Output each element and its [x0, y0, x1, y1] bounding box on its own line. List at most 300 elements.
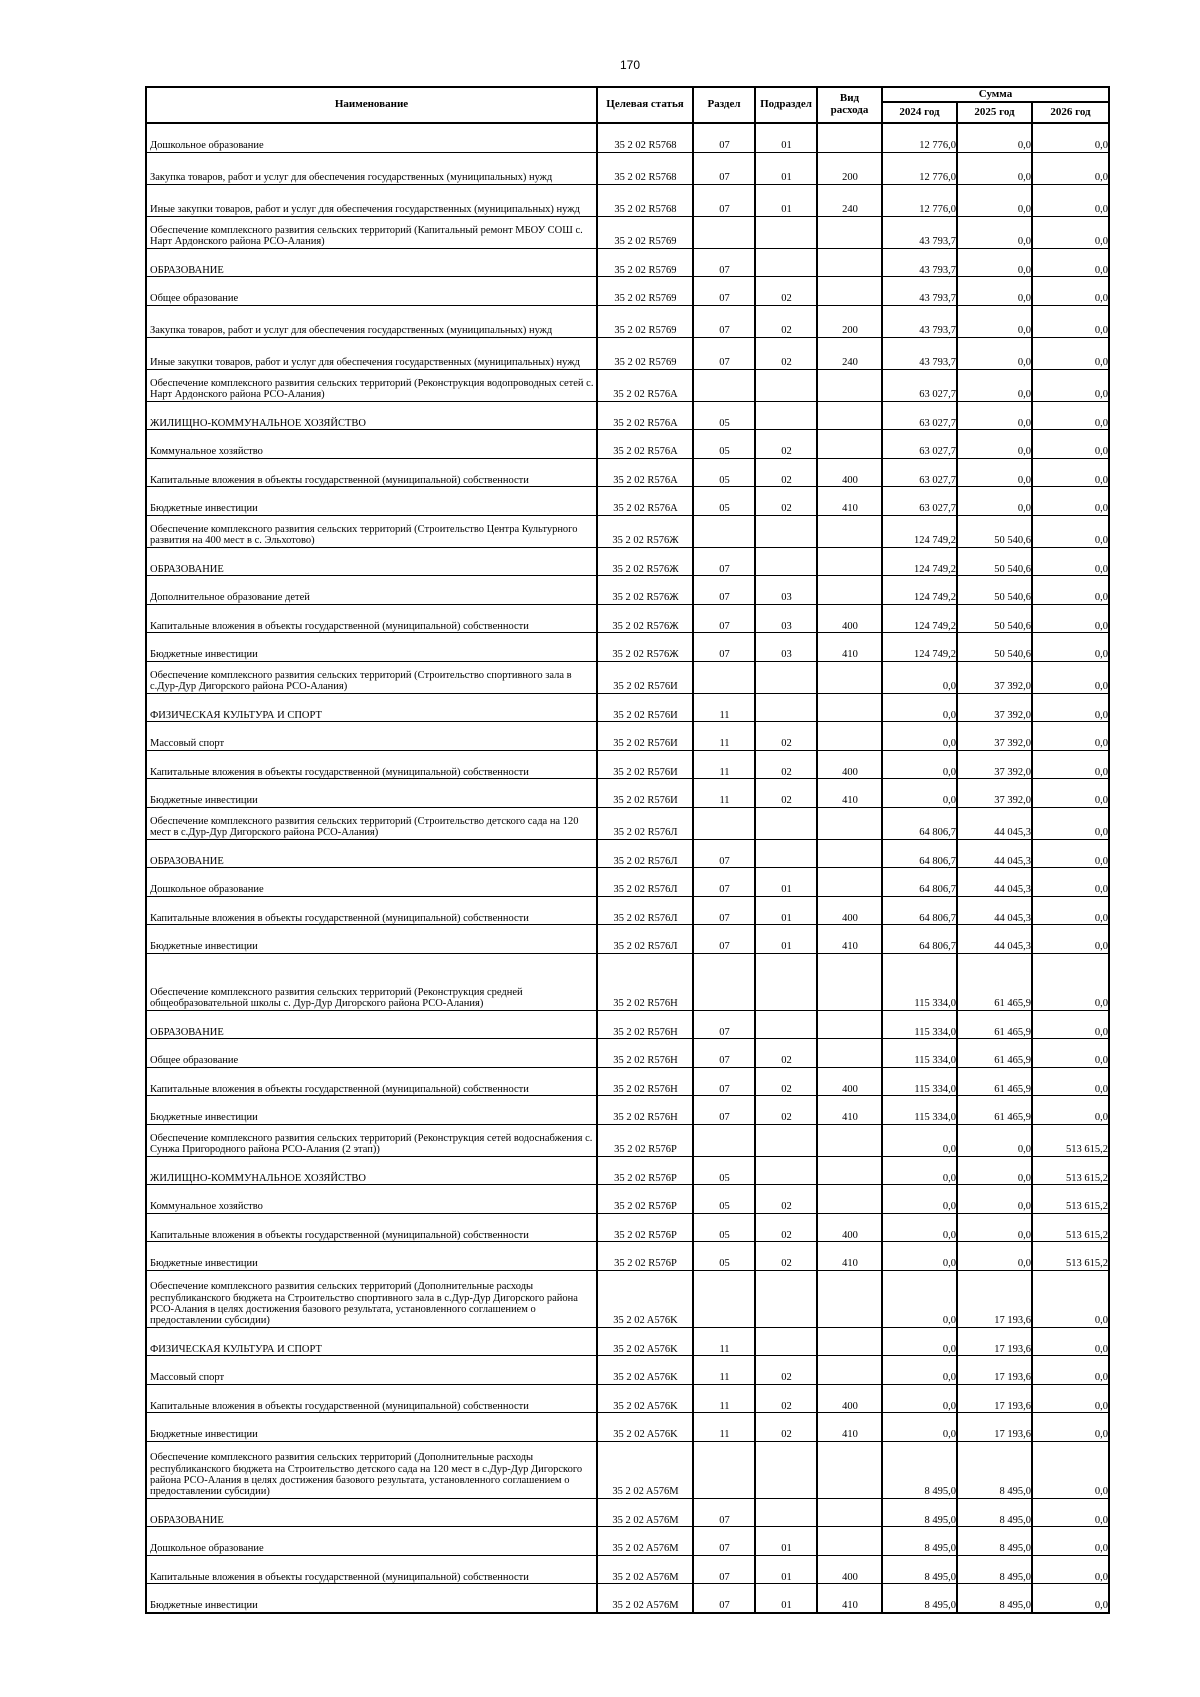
row-2025-cell: 0,0 — [957, 401, 1032, 430]
row-kind-cell — [817, 248, 882, 277]
row-target-cell: 35 2 02 R576Н — [597, 1096, 693, 1125]
row-target-cell: 35 2 02 R576Л — [597, 896, 693, 925]
row-2025-cell: 8 495,0 — [957, 1527, 1032, 1556]
row-subsection-cell: 01 — [755, 1584, 817, 1613]
row-subsection-cell: 02 — [755, 1384, 817, 1413]
row-name-cell: Бюджетные инвестиции — [146, 487, 597, 516]
row-name-cell: Бюджетные инвестиции — [146, 1242, 597, 1271]
row-2024-cell: 8 495,0 — [882, 1527, 957, 1556]
row-subsection-cell: 02 — [755, 337, 817, 369]
row-2024-cell: 0,0 — [882, 722, 957, 751]
row-subsection-cell — [755, 807, 817, 839]
row-2026-cell: 0,0 — [1032, 1039, 1109, 1068]
table-body — [146, 123, 1109, 1613]
row-name-cell: Обеспечение комплексного развития сельских территорий (Реконструкция средней общеобразовательной школы с. Дур-Дур Дигорского района РСО-Алания) — [146, 953, 597, 1010]
row-target-cell: 35 2 02 A576M — [597, 1441, 693, 1498]
row-2024-cell: 43 793,7 — [882, 337, 957, 369]
row-name-cell: Капитальные вложения в объекты государственной (муниципальной) собственности — [146, 1213, 597, 1242]
row-2025-cell: 61 465,9 — [957, 1067, 1032, 1096]
row-name-cell: Бюджетные инвестиции — [146, 633, 597, 662]
row-2025-cell: 8 495,0 — [957, 1584, 1032, 1613]
table-row — [146, 277, 1109, 306]
row-2026-cell: 0,0 — [1032, 487, 1109, 516]
row-section-cell: 07 — [693, 1498, 755, 1527]
row-section-cell: 07 — [693, 576, 755, 605]
row-target-cell: 35 2 02 A576M — [597, 1498, 693, 1527]
row-name-cell: Иные закупки товаров, работ и услуг для обеспечения государственных (муниципальных) нужд — [146, 337, 597, 369]
table-row — [146, 1441, 1109, 1498]
row-2026-cell: 0,0 — [1032, 184, 1109, 216]
row-kind-cell: 240 — [817, 337, 882, 369]
table-row — [146, 369, 1109, 401]
row-2025-cell: 0,0 — [957, 248, 1032, 277]
row-2025-cell: 61 465,9 — [957, 1096, 1032, 1125]
table-row — [146, 693, 1109, 722]
row-kind-cell: 410 — [817, 925, 882, 954]
row-kind-cell — [817, 401, 882, 430]
row-section-cell: 07 — [693, 305, 755, 337]
row-section-cell: 07 — [693, 277, 755, 306]
row-2026-cell: 0,0 — [1032, 1327, 1109, 1356]
row-subsection-cell: 02 — [755, 487, 817, 516]
row-2024-cell: 124 749,2 — [882, 547, 957, 576]
row-2025-cell: 17 193,6 — [957, 1413, 1032, 1442]
row-name-cell: Бюджетные инвестиции — [146, 1096, 597, 1125]
row-2024-cell: 0,0 — [882, 1384, 957, 1413]
row-target-cell: 35 2 02 R576Н — [597, 1039, 693, 1068]
row-2024-cell: 0,0 — [882, 1242, 957, 1271]
row-name-cell: Бюджетные инвестиции — [146, 779, 597, 808]
row-target-cell: 35 2 02 R576Н — [597, 1010, 693, 1039]
row-subsection-cell — [755, 839, 817, 868]
row-name-cell: Общее образование — [146, 1039, 597, 1068]
row-2025-cell: 37 392,0 — [957, 722, 1032, 751]
row-subsection-cell — [755, 1124, 817, 1156]
row-section-cell: 07 — [693, 337, 755, 369]
row-2026-cell: 0,0 — [1032, 604, 1109, 633]
row-section-cell: 05 — [693, 1213, 755, 1242]
row-section-cell: 07 — [693, 1039, 755, 1068]
table-row — [146, 1413, 1109, 1442]
row-2024-cell: 0,0 — [882, 1327, 957, 1356]
row-2026-cell: 0,0 — [1032, 779, 1109, 808]
row-target-cell: 35 2 02 R576Л — [597, 839, 693, 868]
row-name-cell: Дошкольное образование — [146, 123, 597, 152]
row-target-cell: 35 2 02 A576K — [597, 1384, 693, 1413]
header-year-2024: 2024 год — [882, 102, 957, 123]
row-2026-cell: 0,0 — [1032, 633, 1109, 662]
row-name-cell: ЖИЛИЩНО-КОММУНАЛЬНОЕ ХОЗЯЙСТВО — [146, 401, 597, 430]
row-2025-cell: 37 392,0 — [957, 750, 1032, 779]
row-2024-cell: 0,0 — [882, 661, 957, 693]
row-2024-cell: 124 749,2 — [882, 604, 957, 633]
row-2025-cell: 61 465,9 — [957, 1039, 1032, 1068]
row-target-cell: 35 2 02 R576Ж — [597, 633, 693, 662]
row-2025-cell: 0,0 — [957, 1156, 1032, 1185]
row-kind-cell — [817, 547, 882, 576]
row-2026-cell: 0,0 — [1032, 152, 1109, 184]
row-target-cell: 35 2 02 R576Ж — [597, 576, 693, 605]
row-section-cell: 07 — [693, 633, 755, 662]
row-name-cell: Капитальные вложения в объекты государственной (муниципальной) собственности — [146, 896, 597, 925]
row-2026-cell: 0,0 — [1032, 458, 1109, 487]
row-subsection-cell: 02 — [755, 779, 817, 808]
table-row — [146, 1498, 1109, 1527]
row-2026-cell: 0,0 — [1032, 925, 1109, 954]
row-2026-cell: 0,0 — [1032, 1441, 1109, 1498]
row-2024-cell: 12 776,0 — [882, 152, 957, 184]
row-name-cell: Бюджетные инвестиции — [146, 925, 597, 954]
row-2025-cell: 8 495,0 — [957, 1555, 1032, 1584]
row-target-cell: 35 2 02 R576Ж — [597, 547, 693, 576]
row-name-cell: ФИЗИЧЕСКАЯ КУЛЬТУРА И СПОРТ — [146, 1327, 597, 1356]
row-2024-cell: 64 806,7 — [882, 925, 957, 954]
row-2025-cell: 0,0 — [957, 1242, 1032, 1271]
row-section-cell: 11 — [693, 1327, 755, 1356]
row-target-cell: 35 2 02 R576Н — [597, 953, 693, 1010]
row-section-cell: 05 — [693, 487, 755, 516]
row-kind-cell — [817, 1156, 882, 1185]
row-2026-cell: 513 615,2 — [1032, 1124, 1109, 1156]
table-row — [146, 722, 1109, 751]
row-name-cell: Закупка товаров, работ и услуг для обеспечения государственных (муниципальных) нужд — [146, 152, 597, 184]
row-2026-cell: 0,0 — [1032, 868, 1109, 897]
row-subsection-cell: 02 — [755, 458, 817, 487]
row-target-cell: 35 2 02 R576P — [597, 1242, 693, 1271]
row-section-cell: 05 — [693, 458, 755, 487]
row-name-cell: ФИЗИЧЕСКАЯ КУЛЬТУРА И СПОРТ — [146, 693, 597, 722]
row-kind-cell — [817, 123, 882, 152]
row-2026-cell: 0,0 — [1032, 1584, 1109, 1613]
row-name-cell: Закупка товаров, работ и услуг для обеспечения государственных (муниципальных) нужд — [146, 305, 597, 337]
table-row — [146, 123, 1109, 152]
row-2025-cell: 50 540,6 — [957, 547, 1032, 576]
row-2026-cell: 513 615,2 — [1032, 1213, 1109, 1242]
row-name-cell: Обеспечение комплексного развития сельских территорий (Дополнительные расходы республиканского бюджета на Строительство спортивного зала в с.Дур-Дур Дигорского района РСО-Алания в целях достижения базового результата, установленного соглашением о предоставлении субсидии) — [146, 1270, 597, 1327]
row-target-cell: 35 2 02 R576A — [597, 487, 693, 516]
row-2025-cell: 0,0 — [957, 184, 1032, 216]
row-kind-cell: 400 — [817, 1555, 882, 1584]
row-target-cell: 35 2 02 R576И — [597, 693, 693, 722]
row-2026-cell: 0,0 — [1032, 1555, 1109, 1584]
row-kind-cell — [817, 868, 882, 897]
row-name-cell: ОБРАЗОВАНИЕ — [146, 248, 597, 277]
row-kind-cell — [817, 693, 882, 722]
row-2025-cell: 0,0 — [957, 1185, 1032, 1214]
row-2026-cell: 0,0 — [1032, 1067, 1109, 1096]
row-section-cell: 07 — [693, 1067, 755, 1096]
row-section-cell — [693, 1441, 755, 1498]
row-kind-cell: 400 — [817, 1384, 882, 1413]
row-2024-cell: 43 793,7 — [882, 216, 957, 248]
row-kind-cell — [817, 1498, 882, 1527]
row-kind-cell — [817, 1039, 882, 1068]
row-2025-cell: 0,0 — [957, 1124, 1032, 1156]
header-target: Целевая статья — [597, 87, 693, 123]
row-target-cell: 35 2 02 A576K — [597, 1270, 693, 1327]
row-section-cell: 07 — [693, 925, 755, 954]
row-2024-cell: 63 027,7 — [882, 487, 957, 516]
row-kind-cell — [817, 1010, 882, 1039]
row-2025-cell: 0,0 — [957, 305, 1032, 337]
row-2026-cell: 0,0 — [1032, 839, 1109, 868]
table-row — [146, 750, 1109, 779]
row-section-cell: 07 — [693, 123, 755, 152]
row-name-cell: Обеспечение комплексного развития сельских территорий (Реконструкция сетей водоснабжения с. Сунжа Пригородного района РСО-Алания (2 этап)) — [146, 1124, 597, 1156]
row-section-cell: 11 — [693, 1356, 755, 1385]
row-name-cell: Обеспечение комплексного развития сельских территорий (Строительство спортивного зала в с.Дур-Дур Дигорского района РСО-Алания) — [146, 661, 597, 693]
row-kind-cell: 400 — [817, 896, 882, 925]
table-row — [146, 1356, 1109, 1385]
row-kind-cell — [817, 807, 882, 839]
row-target-cell: 35 2 02 R576P — [597, 1213, 693, 1242]
row-2024-cell: 64 806,7 — [882, 896, 957, 925]
row-name-cell: Бюджетные инвестиции — [146, 1413, 597, 1442]
row-kind-cell: 400 — [817, 604, 882, 633]
row-kind-cell — [817, 277, 882, 306]
row-2024-cell: 115 334,0 — [882, 1039, 957, 1068]
table-row — [146, 248, 1109, 277]
row-2024-cell: 0,0 — [882, 1356, 957, 1385]
row-subsection-cell: 02 — [755, 1413, 817, 1442]
row-name-cell: Общее образование — [146, 277, 597, 306]
row-kind-cell — [817, 1124, 882, 1156]
row-kind-cell: 240 — [817, 184, 882, 216]
row-2024-cell: 115 334,0 — [882, 1067, 957, 1096]
row-2026-cell: 0,0 — [1032, 953, 1109, 1010]
row-2024-cell: 8 495,0 — [882, 1555, 957, 1584]
table-header — [146, 87, 1109, 123]
row-name-cell: ОБРАЗОВАНИЕ — [146, 547, 597, 576]
row-target-cell: 35 2 02 R576Л — [597, 807, 693, 839]
row-target-cell: 35 2 02 A576M — [597, 1584, 693, 1613]
row-2026-cell: 0,0 — [1032, 1527, 1109, 1556]
row-kind-cell — [817, 722, 882, 751]
row-2025-cell: 0,0 — [957, 337, 1032, 369]
row-subsection-cell: 01 — [755, 896, 817, 925]
row-subsection-cell — [755, 248, 817, 277]
table-row — [146, 152, 1109, 184]
row-section-cell: 07 — [693, 1527, 755, 1556]
row-section-cell — [693, 953, 755, 1010]
row-2026-cell: 0,0 — [1032, 515, 1109, 547]
table-row — [146, 1096, 1109, 1125]
row-2025-cell: 50 540,6 — [957, 515, 1032, 547]
row-name-cell: Дошкольное образование — [146, 868, 597, 897]
row-name-cell: Массовый спорт — [146, 1356, 597, 1385]
row-kind-cell: 400 — [817, 750, 882, 779]
row-subsection-cell: 01 — [755, 1555, 817, 1584]
row-2024-cell: 115 334,0 — [882, 1096, 957, 1125]
row-2024-cell: 115 334,0 — [882, 1010, 957, 1039]
row-subsection-cell: 02 — [755, 305, 817, 337]
row-2026-cell: 0,0 — [1032, 401, 1109, 430]
row-2024-cell: 43 793,7 — [882, 277, 957, 306]
row-name-cell: ОБРАЗОВАНИЕ — [146, 1010, 597, 1039]
row-target-cell: 35 2 02 R5769 — [597, 337, 693, 369]
row-2025-cell: 44 045,3 — [957, 839, 1032, 868]
row-2026-cell: 0,0 — [1032, 337, 1109, 369]
row-2026-cell: 0,0 — [1032, 248, 1109, 277]
row-kind-cell — [817, 216, 882, 248]
row-subsection-cell — [755, 1327, 817, 1356]
row-target-cell: 35 2 02 R576Ж — [597, 604, 693, 633]
row-2024-cell: 124 749,2 — [882, 576, 957, 605]
row-subsection-cell: 02 — [755, 430, 817, 459]
row-2025-cell: 0,0 — [957, 123, 1032, 152]
row-section-cell: 07 — [693, 152, 755, 184]
row-kind-cell — [817, 430, 882, 459]
row-kind-cell: 410 — [817, 1096, 882, 1125]
row-2025-cell: 50 540,6 — [957, 633, 1032, 662]
row-2025-cell: 44 045,3 — [957, 925, 1032, 954]
row-kind-cell — [817, 1441, 882, 1498]
row-2026-cell: 0,0 — [1032, 369, 1109, 401]
row-2024-cell: 115 334,0 — [882, 953, 957, 1010]
row-section-cell: 07 — [693, 868, 755, 897]
row-2025-cell: 8 495,0 — [957, 1441, 1032, 1498]
row-section-cell: 05 — [693, 1156, 755, 1185]
row-section-cell: 05 — [693, 1242, 755, 1271]
header-name: Наименование — [146, 87, 597, 123]
table-row — [146, 1067, 1109, 1096]
row-subsection-cell: 01 — [755, 1527, 817, 1556]
row-2025-cell: 44 045,3 — [957, 868, 1032, 897]
row-2025-cell: 8 495,0 — [957, 1498, 1032, 1527]
row-2026-cell: 0,0 — [1032, 1010, 1109, 1039]
row-name-cell: Капитальные вложения в объекты государственной (муниципальной) собственности — [146, 1384, 597, 1413]
row-subsection-cell: 02 — [755, 1213, 817, 1242]
row-section-cell — [693, 515, 755, 547]
row-2025-cell: 0,0 — [957, 430, 1032, 459]
table-row — [146, 515, 1109, 547]
row-name-cell: Бюджетные инвестиции — [146, 1584, 597, 1613]
row-2026-cell: 0,0 — [1032, 1356, 1109, 1385]
row-target-cell: 35 2 02 R576A — [597, 458, 693, 487]
row-subsection-cell: 01 — [755, 925, 817, 954]
row-kind-cell — [817, 515, 882, 547]
table-row — [146, 604, 1109, 633]
row-kind-cell: 410 — [817, 779, 882, 808]
table-row — [146, 401, 1109, 430]
row-2026-cell: 513 615,2 — [1032, 1156, 1109, 1185]
row-target-cell: 35 2 02 R5769 — [597, 305, 693, 337]
row-name-cell: ОБРАЗОВАНИЕ — [146, 1498, 597, 1527]
row-2025-cell: 17 193,6 — [957, 1327, 1032, 1356]
row-2025-cell: 17 193,6 — [957, 1384, 1032, 1413]
row-kind-cell: 410 — [817, 1242, 882, 1271]
row-2024-cell: 63 027,7 — [882, 401, 957, 430]
row-section-cell: 07 — [693, 839, 755, 868]
table-row — [146, 807, 1109, 839]
row-section-cell: 11 — [693, 722, 755, 751]
row-2026-cell: 513 615,2 — [1032, 1185, 1109, 1214]
row-subsection-cell — [755, 369, 817, 401]
row-2025-cell: 0,0 — [957, 458, 1032, 487]
row-section-cell: 07 — [693, 896, 755, 925]
row-target-cell: 35 2 02 A576K — [597, 1327, 693, 1356]
header-sum: Сумма — [882, 87, 1109, 102]
row-target-cell: 35 2 02 R576Ж — [597, 515, 693, 547]
row-2024-cell: 8 495,0 — [882, 1441, 957, 1498]
row-subsection-cell: 01 — [755, 152, 817, 184]
table-row — [146, 458, 1109, 487]
table-row — [146, 1156, 1109, 1185]
row-2024-cell: 0,0 — [882, 750, 957, 779]
row-2025-cell: 0,0 — [957, 277, 1032, 306]
row-2025-cell: 61 465,9 — [957, 953, 1032, 1010]
row-kind-cell — [817, 1356, 882, 1385]
row-2026-cell: 0,0 — [1032, 305, 1109, 337]
row-name-cell: Дополнительное образование детей — [146, 576, 597, 605]
row-section-cell — [693, 1124, 755, 1156]
row-kind-cell: 400 — [817, 458, 882, 487]
row-kind-cell: 410 — [817, 1413, 882, 1442]
row-subsection-cell: 01 — [755, 868, 817, 897]
row-2026-cell: 0,0 — [1032, 216, 1109, 248]
table-row — [146, 1270, 1109, 1327]
row-section-cell — [693, 369, 755, 401]
row-2025-cell: 44 045,3 — [957, 807, 1032, 839]
row-2024-cell: 0,0 — [882, 1413, 957, 1442]
row-2024-cell: 0,0 — [882, 1185, 957, 1214]
row-2026-cell: 0,0 — [1032, 1096, 1109, 1125]
row-target-cell: 35 2 02 R576И — [597, 722, 693, 751]
row-kind-cell: 200 — [817, 152, 882, 184]
row-section-cell: 07 — [693, 1096, 755, 1125]
row-subsection-cell — [755, 693, 817, 722]
row-subsection-cell: 02 — [755, 1067, 817, 1096]
row-target-cell: 35 2 02 A576K — [597, 1356, 693, 1385]
table-row — [146, 868, 1109, 897]
row-name-cell: Коммунальное хозяйство — [146, 430, 597, 459]
row-name-cell: Капитальные вложения в объекты государственной (муниципальной) собственности — [146, 604, 597, 633]
row-name-cell: Обеспечение комплексного развития сельских территорий (Реконструкция водопроводных сетей с. Нарт Ардонского района РСО-Алания) — [146, 369, 597, 401]
row-2024-cell: 124 749,2 — [882, 633, 957, 662]
row-section-cell: 11 — [693, 1413, 755, 1442]
table-row — [146, 216, 1109, 248]
table-row — [146, 839, 1109, 868]
row-section-cell: 07 — [693, 1010, 755, 1039]
row-2026-cell: 0,0 — [1032, 1413, 1109, 1442]
row-2026-cell: 0,0 — [1032, 1384, 1109, 1413]
table-row — [146, 661, 1109, 693]
row-subsection-cell: 02 — [755, 1185, 817, 1214]
row-2025-cell: 0,0 — [957, 369, 1032, 401]
row-subsection-cell: 02 — [755, 1039, 817, 1068]
budget-table — [145, 86, 1110, 1614]
row-target-cell: 35 2 02 R576P — [597, 1185, 693, 1214]
row-section-cell: 11 — [693, 693, 755, 722]
header-subsection: Подраздел — [755, 87, 817, 123]
row-name-cell: Капитальные вложения в объекты государственной (муниципальной) собственности — [146, 1067, 597, 1096]
row-target-cell: 35 2 02 A576M — [597, 1555, 693, 1584]
row-2025-cell: 50 540,6 — [957, 604, 1032, 633]
row-2026-cell: 0,0 — [1032, 547, 1109, 576]
row-section-cell: 07 — [693, 1555, 755, 1584]
row-2026-cell: 0,0 — [1032, 576, 1109, 605]
row-subsection-cell: 02 — [755, 277, 817, 306]
table-row — [146, 1213, 1109, 1242]
row-2024-cell: 43 793,7 — [882, 305, 957, 337]
row-subsection-cell — [755, 1441, 817, 1498]
row-subsection-cell: 02 — [755, 722, 817, 751]
row-2026-cell: 0,0 — [1032, 661, 1109, 693]
row-subsection-cell — [755, 1156, 817, 1185]
row-name-cell: Обеспечение комплексного развития сельских территорий (Капитальный ремонт МБОУ СОШ с. Нарт Ардонского района РСО-Алания) — [146, 216, 597, 248]
row-section-cell: 07 — [693, 248, 755, 277]
row-2024-cell: 124 749,2 — [882, 515, 957, 547]
